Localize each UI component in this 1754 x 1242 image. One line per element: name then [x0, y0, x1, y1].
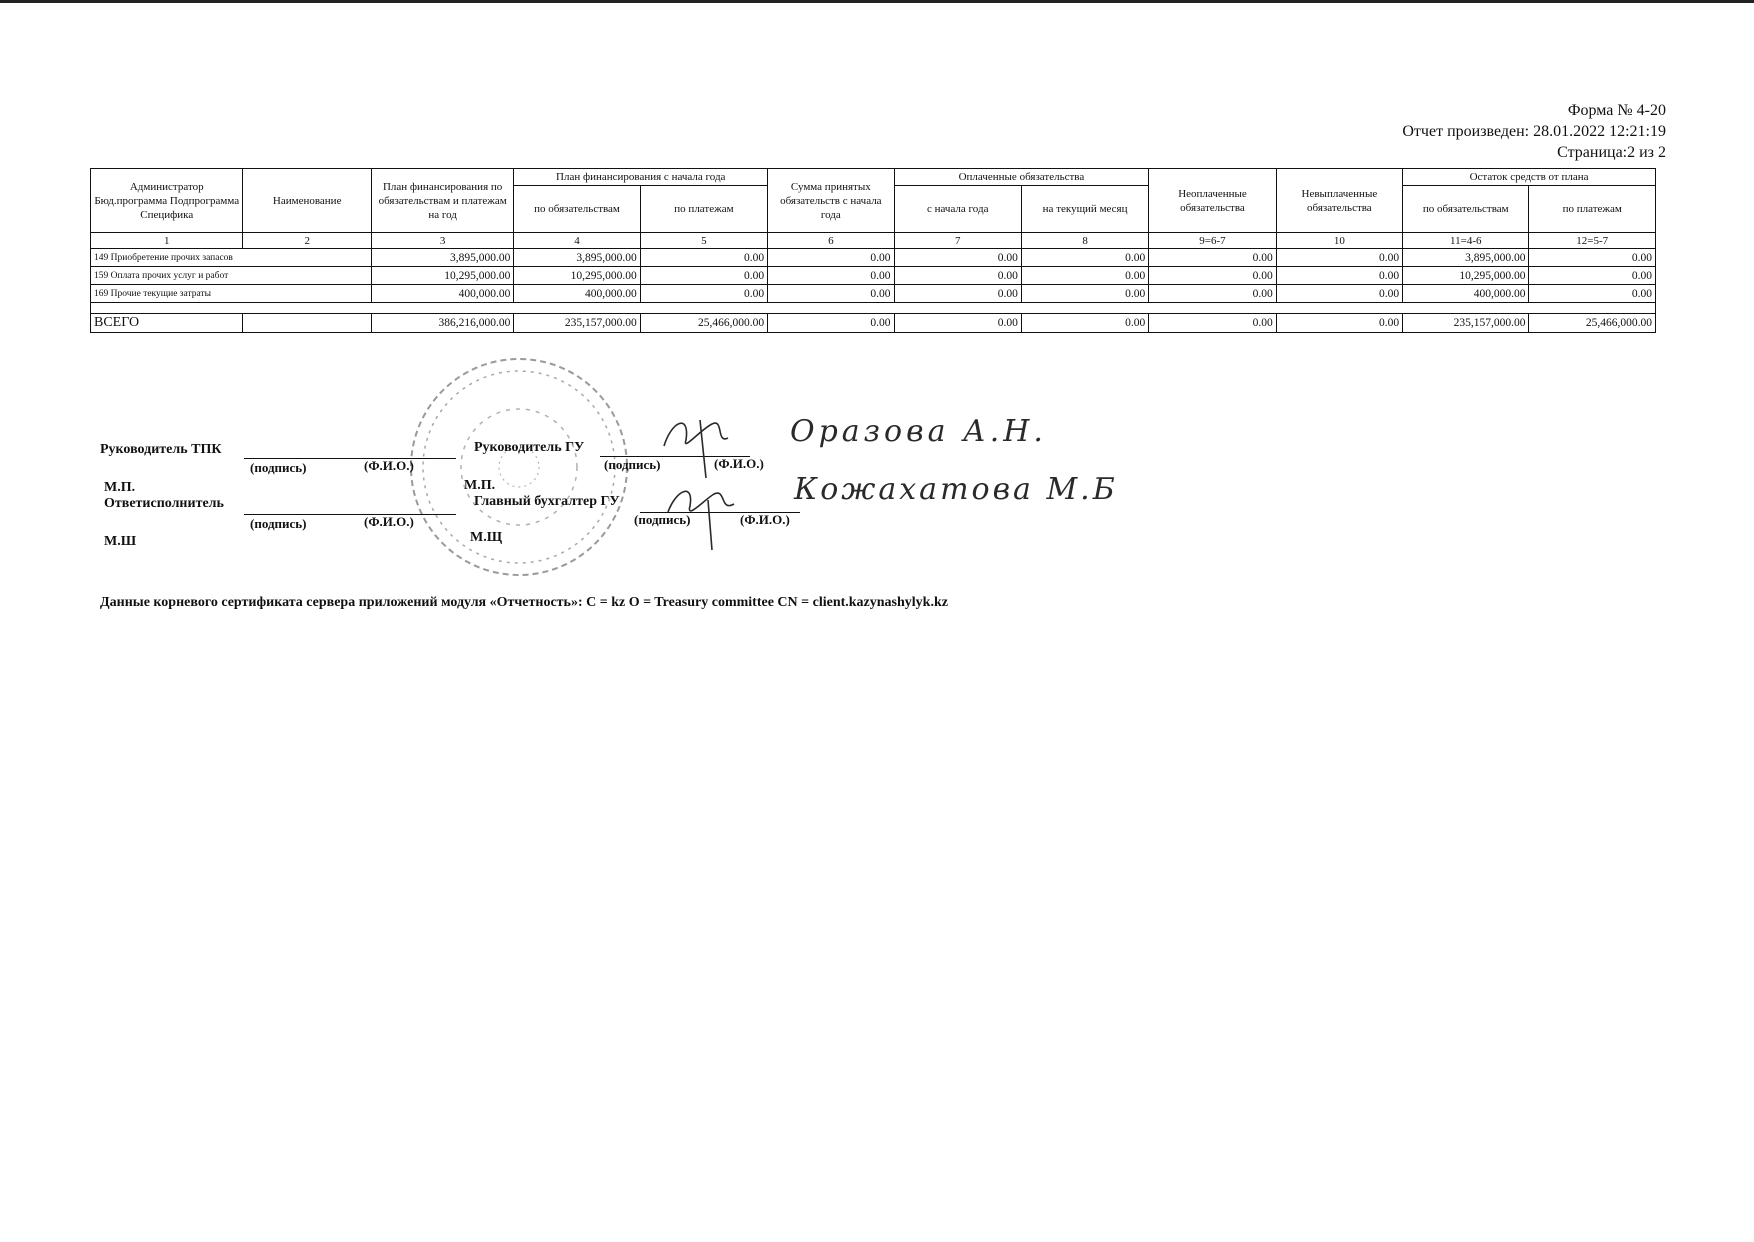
- total-accepted: 0.00: [768, 314, 894, 333]
- stamp-place-label-2: М.Ш: [104, 534, 137, 549]
- col-accepted-header: Сумма принятых обязательств с начала года: [768, 169, 894, 233]
- total-paid-ytd: 0.00: [894, 314, 1021, 333]
- chief-accountant-label: Главный бухгалтер ГУ: [474, 494, 620, 509]
- col-name-header: Наименование: [243, 169, 371, 233]
- total-label: ВСЕГО: [91, 314, 243, 333]
- cell-accepted: 0.00: [768, 267, 894, 285]
- cell-paid-month: 0.00: [1021, 285, 1148, 303]
- cell-unpaid-pay: 0.00: [1276, 249, 1402, 267]
- page-number: Страница:2 из 2: [1557, 144, 1666, 161]
- total-paid-month: 0.00: [1021, 314, 1148, 333]
- cell-plan-obl: 10,295,000.00: [514, 267, 640, 285]
- cell-rem-obl: 400,000.00: [1403, 285, 1529, 303]
- row-name: 169 Прочие текущие затраты: [91, 285, 372, 303]
- total-rem-obl: 235,157,000.00: [1403, 314, 1529, 333]
- col-unpaid-pay-header: Невыплаченные обязательства: [1276, 169, 1402, 233]
- total-plan-pay: 25,466,000.00: [640, 314, 767, 333]
- col-paid-ytd-header: с начала года: [894, 186, 1021, 233]
- col-number: 3: [371, 233, 513, 249]
- cell-rem-pay: 0.00: [1529, 285, 1656, 303]
- stamp-place-label-gu: М.П.: [464, 478, 496, 493]
- head-tpk-fio-caption: (Ф.И.О.): [364, 458, 414, 473]
- cell-rem-pay: 0.00: [1529, 267, 1656, 285]
- cell-plan-obl: 400,000.00: [514, 285, 640, 303]
- cell-paid-ytd: 0.00: [894, 249, 1021, 267]
- chief-accountant-fio-caption: (Ф.И.О.): [740, 512, 790, 527]
- head-gu-sign-caption: (подпись): [604, 457, 661, 472]
- col-number: 4: [514, 233, 640, 249]
- cell-rem-obl: 3,895,000.00: [1403, 249, 1529, 267]
- head-gu-label: Руководитель ГУ: [474, 440, 585, 455]
- cell-plan-pay: 0.00: [640, 267, 767, 285]
- executor-fio-caption: (Ф.И.О.): [364, 514, 414, 529]
- col-unpaid-obl-header: Неоплаченные обязательства: [1149, 169, 1276, 233]
- col-admin-header: Администратор Бюд.программа Подпрограмма Специфика: [91, 169, 243, 233]
- cell-plan-obl: 3,895,000.00: [514, 249, 640, 267]
- form-number: Форма № 4-20: [1567, 102, 1666, 119]
- head-tpk-sign-caption: (подпись): [250, 460, 307, 475]
- cell-accepted: 0.00: [768, 285, 894, 303]
- chief-accountant-handwritten-name: Кожахатова М.Б: [794, 472, 1118, 507]
- cell-unpaid-obl: 0.00: [1149, 249, 1276, 267]
- head-gu-fio-caption: (Ф.И.О.): [714, 456, 764, 471]
- col-number: 8: [1021, 233, 1148, 249]
- total-unpaid-pay: 0.00: [1276, 314, 1402, 333]
- cell-paid-month: 0.00: [1021, 267, 1148, 285]
- executor-sign-caption: (подпись): [250, 516, 307, 531]
- col-number: 12=5-7: [1529, 233, 1656, 249]
- col-rem-pay-header: по платежам: [1529, 186, 1656, 233]
- chief-accountant-sign-caption: (подпись): [634, 512, 691, 527]
- cell-paid-ytd: 0.00: [894, 267, 1021, 285]
- col-remainder-group-header: Остаток средств от плана: [1403, 169, 1656, 186]
- col-number: 2: [243, 233, 371, 249]
- col-number: 9=6-7: [1149, 233, 1276, 249]
- total-rem-pay: 25,466,000.00: [1529, 314, 1656, 333]
- col-plan-ytd-group-header: План финансирования с начала года: [514, 169, 768, 186]
- cell-unpaid-pay: 0.00: [1276, 285, 1402, 303]
- col-number: 11=4-6: [1403, 233, 1529, 249]
- row-name: 159 Оплата прочих услуг и работ: [91, 267, 372, 285]
- col-number: 1: [91, 233, 243, 249]
- stamp-place-label-gu-2: М.Щ: [470, 530, 503, 545]
- col-number: 7: [894, 233, 1021, 249]
- cell-unpaid-pay: 0.00: [1276, 267, 1402, 285]
- col-plan-pay-header: по платежам: [640, 186, 767, 233]
- cell-rem-pay: 0.00: [1529, 249, 1656, 267]
- col-rem-obl-header: по обязательствам: [1403, 186, 1529, 233]
- col-paid-month-header: на текущий месяц: [1021, 186, 1148, 233]
- cell-plan-year: 400,000.00: [371, 285, 513, 303]
- cell-plan-pay: 0.00: [640, 249, 767, 267]
- cell-accepted: 0.00: [768, 249, 894, 267]
- cell-plan-year: 3,895,000.00: [371, 249, 513, 267]
- cell-paid-ytd: 0.00: [894, 285, 1021, 303]
- col-plan-year-header: План финансирования по обязательствам и платежам на год: [371, 169, 513, 233]
- total-plan-obl: 235,157,000.00: [514, 314, 640, 333]
- cell-plan-year: 10,295,000.00: [371, 267, 513, 285]
- total-unpaid-obl: 0.00: [1149, 314, 1276, 333]
- cell-unpaid-obl: 0.00: [1149, 285, 1276, 303]
- total-plan-year: 386,216,000.00: [371, 314, 513, 333]
- col-number: 5: [640, 233, 767, 249]
- executor-label: Ответисполнитель: [104, 496, 224, 511]
- certificate-info: Данные корневого сертификата сервера приложений модуля «Отчетность»: C = kz O = Treasury committee CN = client.kazynashylyk.kz: [100, 595, 948, 610]
- head-tpk-label: Руководитель ТПК: [100, 442, 222, 457]
- report-date: Отчет произведен: 28.01.2022 12:21:19: [1402, 123, 1666, 140]
- stamp-place-label: М.П.: [104, 480, 136, 495]
- col-plan-obl-header: по обязательствам: [514, 186, 640, 233]
- col-number: 6: [768, 233, 894, 249]
- cell-unpaid-obl: 0.00: [1149, 267, 1276, 285]
- row-name: 149 Приобретение прочих запасов: [91, 249, 372, 267]
- cell-rem-obl: 10,295,000.00: [1403, 267, 1529, 285]
- cell-paid-month: 0.00: [1021, 249, 1148, 267]
- cell-plan-pay: 0.00: [640, 285, 767, 303]
- head-gu-handwritten-name: Оразова А.Н.: [790, 414, 1047, 449]
- col-number: 10: [1276, 233, 1402, 249]
- col-paid-group-header: Оплаченные обязательства: [894, 169, 1149, 186]
